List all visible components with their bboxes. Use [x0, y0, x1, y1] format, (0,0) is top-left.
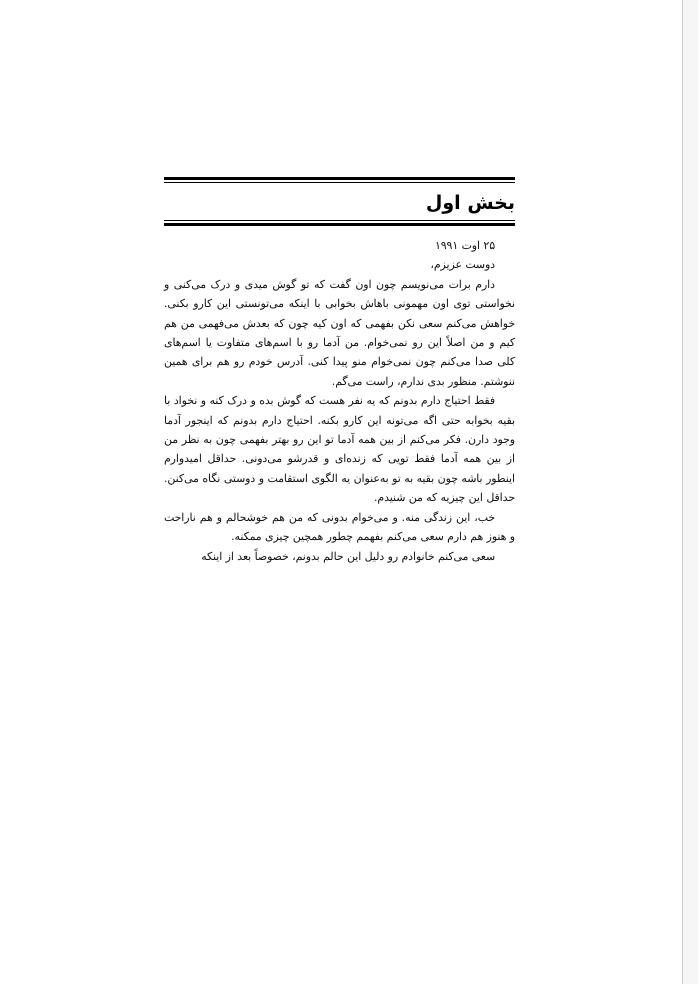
- paragraph: سعی می‌کنم خانوادم رو دلیل این حالم بدونم، خصوصاً بعد از اینکه: [201, 549, 495, 563]
- letter-salutation: دوست عزیزم،: [430, 258, 495, 272]
- paragraph: فقط احتیاج دارم بدونم که یه نفر هست که گوش بده و درک کنه و نخواد با بقیه بخوابه حتی اگه می‌تونه این کارو بکنه. احتیاج دارم بدونم که اینجور آدما وجود دارن. فکر می‌کنم از بین همه آدما تو این رو بهتر بفهمی چون به نظر من از بین همه آدما فقط تویی که زنده‌ای و قدرشو می‌دونی. حداقل امیدوارم اینطور باشه چون بقیه به تو به‌عنوان یه الگوی استقامت و دوستی نگاه می‌کنن. حداقل این چیزیه که من شنیدم.: [164, 394, 515, 505]
- viewer-gutter: [683, 0, 698, 984]
- bottom-rule-thin: [164, 220, 515, 221]
- top-rule: [164, 177, 515, 180]
- paragraph: دارم برات می‌نویسم چون اون گفت که تو گوش میدی و درک می‌کنی و نخواستی توی اون مهمونی باهاش بخوابی با اینکه می‌تونستی این کارو بکنی. خواهش می‌کنم سعی نکن بفهمی که اون کیه چون که بعدش می‌فهمی من هم کیم و من اصلاً این رو نمی‌خوام. من آدما رو با اسم‌های متفاوت یا اسم‌های کلی صدا می‌کنم چون نمی‌خوام منو پیدا کنی. آدرس خودم رو هم برای همین ننوشتم. منظور بدی ندارم، راست می‌گم.: [164, 277, 515, 388]
- paragraph: خب، این زندگی منه. و می‌خوام بدونی که من هم خوشحالم و هم ناراحت و هنوز هم دارم سعی می‌کنم بفهمم چطور همچین چیزی ممکنه.: [164, 510, 515, 544]
- chapter-title: بخش اول: [425, 192, 515, 214]
- chapter-heading: [164, 177, 515, 226]
- letter-body: [164, 236, 515, 566]
- bottom-rule: [164, 223, 515, 226]
- letter-date: ۲۵ اوت ۱۹۹۱: [434, 239, 495, 252]
